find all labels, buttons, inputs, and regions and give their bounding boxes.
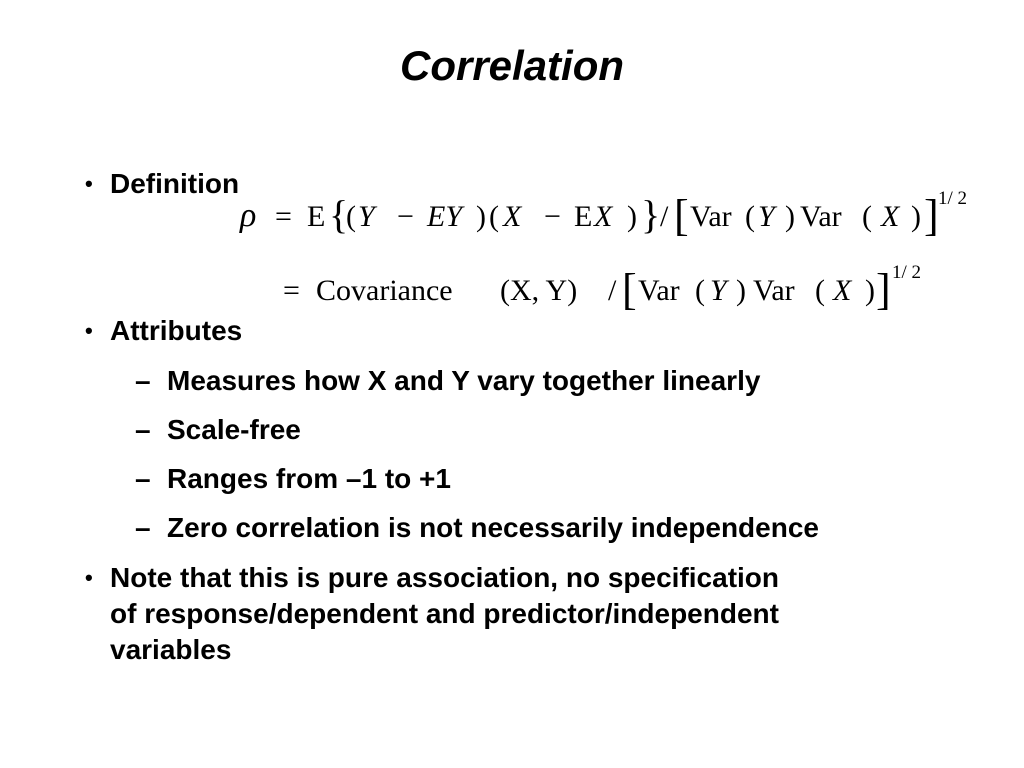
var-operator: Var — [690, 200, 732, 233]
minus-sign: − — [544, 200, 561, 233]
dash-icon: – — [135, 463, 151, 494]
dash-icon: – — [135, 512, 151, 543]
var-x: X — [594, 200, 613, 233]
rho-symbol: ρ — [240, 197, 257, 234]
sub-bullet-item: Measures how X and Y vary together linearly — [167, 365, 761, 396]
left-bracket: [ — [674, 191, 689, 240]
bullet-icon: • — [85, 171, 93, 196]
paren: ) — [736, 274, 746, 307]
left-brace: { — [329, 192, 349, 237]
var-x: X — [503, 200, 522, 233]
bullet-note-line: Note that this is pure association, no specification — [110, 562, 780, 593]
covariance-word: Covariance — [316, 274, 453, 307]
var-y: Y — [758, 200, 775, 233]
paren: ( — [745, 200, 755, 233]
paren: ) — [476, 200, 486, 233]
covariance-args: (X, Y) — [500, 274, 578, 307]
expectation-operator: E — [307, 200, 326, 233]
var-x: X — [881, 200, 900, 233]
sub-bullet-item: Zero correlation is not necessarily independence — [167, 512, 819, 543]
division-slash: / — [660, 200, 669, 233]
formula-line-1 — [239, 188, 967, 240]
paren: ( — [489, 200, 499, 233]
var-x: X — [833, 274, 852, 307]
expected-y: EY — [427, 200, 463, 233]
paren: ) — [911, 200, 921, 233]
bullet-icon: • — [85, 565, 93, 590]
right-bracket: ] — [924, 191, 939, 240]
dash-icon: – — [135, 414, 151, 445]
right-bracket: ] — [876, 265, 891, 314]
var-y: Y — [710, 274, 727, 307]
formula-line-2 — [283, 262, 921, 314]
right-brace: } — [641, 192, 661, 237]
bullet-note-line: of response/dependent and predictor/independent — [110, 598, 779, 629]
equals-sign: = — [283, 274, 300, 307]
paren: ( — [862, 200, 872, 233]
minus-sign: − — [397, 200, 414, 233]
paren: ( — [346, 200, 356, 233]
paren: ( — [815, 274, 825, 307]
bullet-icon: • — [85, 318, 93, 343]
slide-title: Correlation — [399, 42, 625, 89]
paren: ) — [865, 274, 875, 307]
paren: ( — [695, 274, 705, 307]
var-operator: Var — [753, 274, 795, 307]
division-slash: / — [608, 274, 617, 307]
bullet-attributes: Attributes — [110, 315, 243, 346]
bullet-definition: Definition — [110, 168, 240, 199]
dash-icon: – — [135, 365, 151, 396]
sub-bullet-item: Scale-free — [167, 414, 301, 445]
equals-sign: = — [275, 200, 292, 233]
sub-bullet-item: Ranges from –1 to +1 — [167, 463, 451, 494]
left-bracket: [ — [622, 265, 637, 314]
var-operator: Var — [800, 200, 842, 233]
var-y: Y — [358, 200, 375, 233]
var-operator: Var — [638, 274, 680, 307]
paren: ) — [627, 200, 637, 233]
exponent-half: 1/ 2 — [892, 262, 922, 283]
bullet-note-line: variables — [110, 634, 232, 665]
exponent-half: 1/ 2 — [938, 188, 968, 209]
expectation-operator: E — [574, 200, 593, 233]
paren: ) — [785, 200, 795, 233]
